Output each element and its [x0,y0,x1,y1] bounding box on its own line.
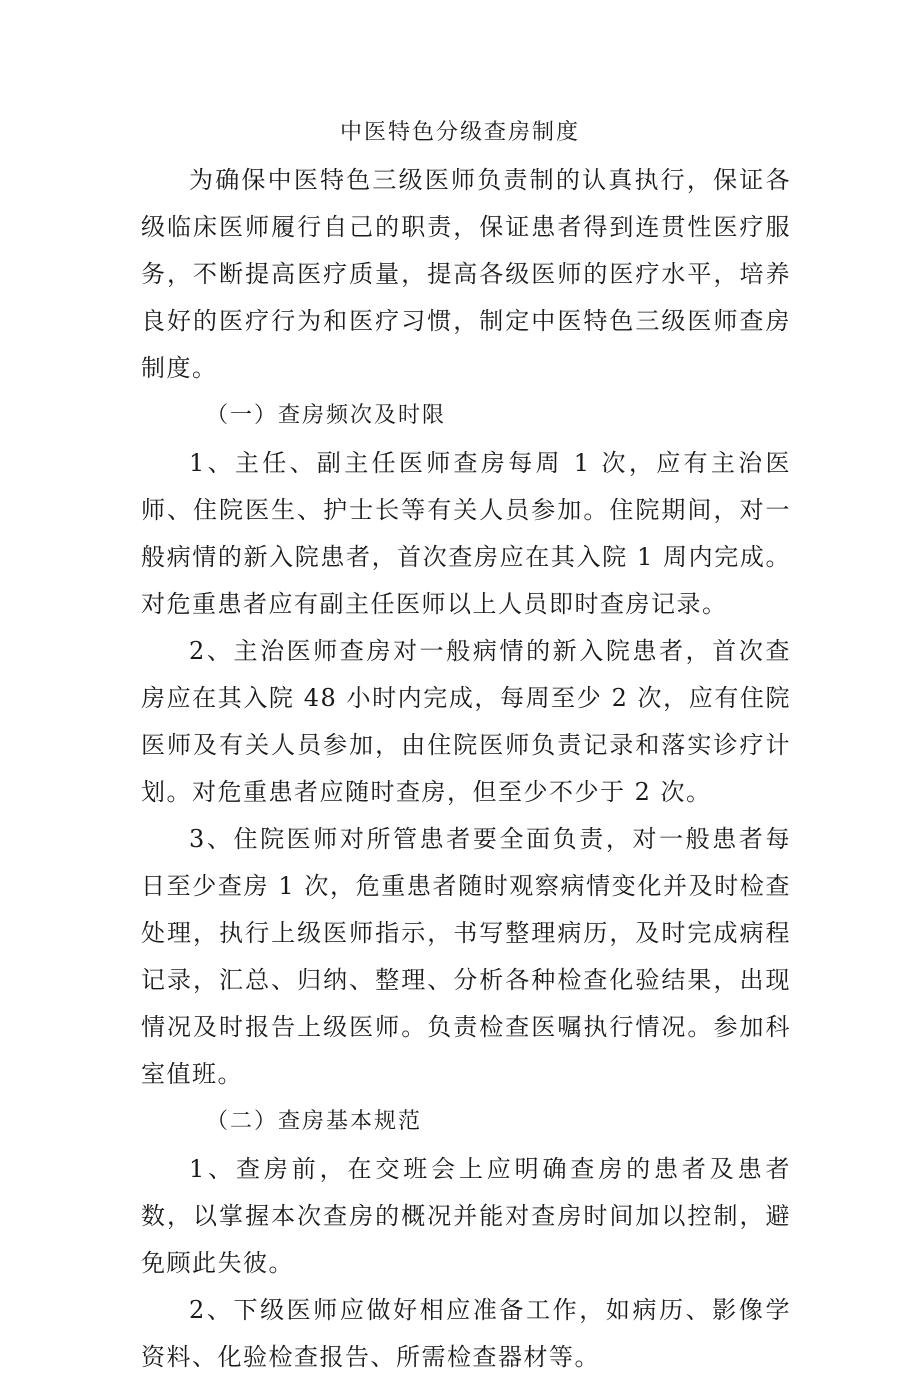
intro-paragraph: 为确保中医特色三级医师负责制的认真执行，保证各级临床医师履行自己的职责，保证患者得到连贯性医疗服务，不断提高医疗质量，提高各级医师的医疗水平，培养良好的医疗行为和医疗习惯，制定中医特色三级医师查房制度。 [141,166,791,382]
section-2-item-2: 2、下级医师应做好相应准备工作，如病历、影像学资料、化验检查报告、所需检查器材等。 [141,1296,791,1371]
section-1-heading: （一）查房频次及时限 [206,403,447,428]
section-1-item-2: 2、主治医师查房对一般病情的新入院患者，首次查房应在其入院 48 小时内完成，每周至少 2 次，应有住院医师及有关人员参加，由住院医师负责记录和落实诊疗计划。对危重患者应随时查房，但至少不少于 2 次。 [141,637,791,806]
document-title: 中医特色分级查房制度 [339,120,580,145]
section-2-item-1: 1、查房前，在交班会上应明确查房的患者及患者数，以掌握本次查房的概况并能对查房时间加以控制，避免顾此失彼。 [141,1155,791,1277]
section-2-heading: （二）查房基本规范 [206,1109,423,1134]
document-body [141,157,791,1381]
section-1-item-3: 3、住院医师对所管患者要全面负责，对一般患者每日至少查房 1 次，危重患者随时观察病情变化并及时检查处理，执行上级医师指示，书写整理病历，及时完成病程记录，汇总、归纳、整理、分析各种检查化验结果，出现情况及时报告上级医师。负责检查医嘱执行情况。参加科室值班。 [141,825,791,1088]
section-1-item-1: 1、主任、副主任医师查房每周 1 次，应有主治医师、住院医生、护士长等有关人员参加。住院期间，对一般病情的新入院患者，首次查房应在其入院 1 周内完成。对危重患者应有副主任医师以上人员即时查房记录。 [141,449,791,618]
